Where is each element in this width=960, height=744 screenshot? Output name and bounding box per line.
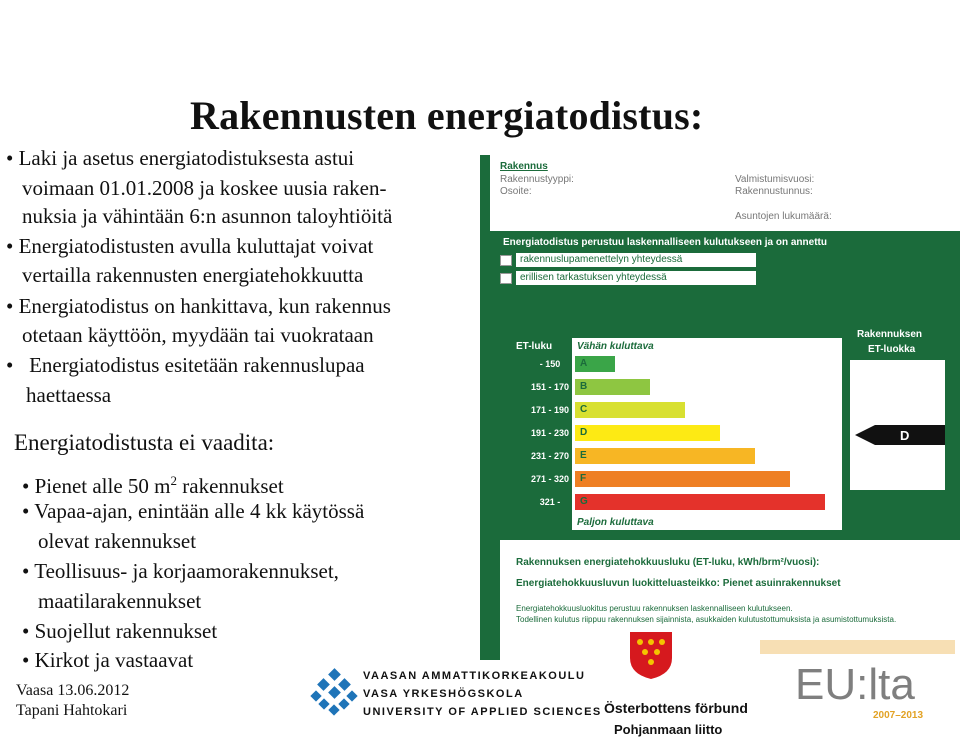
range-b: 151 - 170 <box>522 378 578 396</box>
checkbox-2 <box>500 273 512 284</box>
vamk-name-sv: VASA YRKESHÖGSKOLA <box>363 688 524 700</box>
range-a: - 150 <box>522 355 578 373</box>
cert-asunnot: Asuntojen lukumäärä: <box>735 211 832 222</box>
bullet-4-line-1: • Energiatodistus esitetään rakennuslupaa <box>6 353 365 377</box>
checkbox-1 <box>500 255 512 266</box>
bullet-1-line-2: voimaan 01.01.2008 ja koskee uusia raken- <box>22 176 387 200</box>
class-bar-g: G <box>575 494 825 510</box>
check-1-label: rakennuslupamenettelyn yhteydessä <box>520 254 683 265</box>
range-f: 271 - 320 <box>522 470 578 488</box>
exempt-item-4: • Suojellut rakennukset <box>22 619 218 643</box>
check-2-label: erillisen tarkastuksen yhteydessä <box>520 272 667 283</box>
ostrobothnia-name-fi: Pohjanmaan liitto <box>614 722 723 737</box>
range-e: 231 - 270 <box>522 447 578 465</box>
class-bar-c: C <box>575 402 685 418</box>
cert-rakennus: Rakennus <box>500 161 548 172</box>
range-c: 171 - 190 <box>522 401 578 419</box>
exempt-item-3-line-1: • Teollisuus- ja korjaamorakennukset, <box>22 559 339 583</box>
ostrobothnia-name-sv: Österbottens förbund <box>604 700 748 716</box>
bullet-1-line-3: nuksia ja vähintään 6:n asunnon taloyhtiöitä <box>22 204 393 228</box>
vamk-name-en: UNIVERSITY OF APPLIED SCIENCES <box>363 706 602 718</box>
eu-logo-text: EU:lta <box>795 660 915 709</box>
et-luku-label: ET-luku <box>516 341 553 352</box>
paljon-label: Paljon kuluttava <box>577 517 654 528</box>
cert-tunnus: Rakennustunnus: <box>735 186 813 197</box>
bullet-3-line-1: • Energiatodistus on hankittava, kun rakennus <box>6 294 391 318</box>
note-2: Todellinen kulutus riippuu rakennuksen sijainnista, asukkaiden kulutustottumuksista ja asumistottumuksista. <box>516 615 897 624</box>
footer-date: Vaasa 13.06.2012 <box>16 682 130 699</box>
note-1: Energiatehokkuusluokitus perustuu rakennuksen laskennalliseen kulutukseen. <box>516 604 793 613</box>
exempt-item-2-line-1: • Vapaa-ajan, enintään alle 4 kk käytössä <box>22 499 365 523</box>
class-bar-b: B <box>575 379 650 395</box>
class-bar-e: E <box>575 448 755 464</box>
bullet-4-line-2: haettaessa <box>26 383 112 407</box>
bullet-2-line-2: vertailla rakennusten energiatehokkuutta <box>22 263 364 287</box>
cert-valmistumisvuosi: Valmistumisvuosi: <box>735 174 815 185</box>
footer-author: Tapani Hahtokari <box>16 702 128 719</box>
exempt-item-5: • Kirkot ja vastaavat <box>22 648 194 672</box>
exempt-item-3-line-2: maatilarakennukset <box>38 589 202 613</box>
luku-label: Rakennuksen energiatehokkuusluku (ET-luku, kWh/brm²/vuosi): <box>516 557 820 568</box>
class-bars-panel <box>572 338 842 530</box>
bullet-2-line-1: • Energiatodistusten avulla kuluttajat voivat <box>6 234 374 258</box>
range-g: 321 - <box>522 493 578 511</box>
cert-tyyppi: Rakennustyyppi: <box>500 174 574 185</box>
ostrobothnia-shield-icon <box>628 630 674 680</box>
range-d: 191 - 230 <box>522 424 578 442</box>
exempt-item-1: • Pienet alle 50 $m^2$ rakennukset <box>22 473 284 498</box>
exempt-heading: Energiatodistusta ei vaadita: <box>14 430 275 455</box>
class-bar-d: D <box>575 425 720 441</box>
certificate-header <box>490 155 960 231</box>
eu-logo-stripe <box>760 640 955 654</box>
class-bar-f: F <box>575 471 790 487</box>
vahan-label: Vähän kuluttava <box>577 341 654 352</box>
exempt-item-2-line-2: olevat rakennukset <box>38 529 197 553</box>
result-class: D <box>900 428 910 443</box>
eu-logo-years: 2007–2013 <box>873 710 924 721</box>
class-bar-a: A <box>575 356 615 372</box>
rakennuksen-label: Rakennuksen <box>857 329 923 340</box>
range-column <box>500 355 572 515</box>
bullet-3-line-2: otetaan käyttöön, myydään tai vuokrataan <box>22 323 374 347</box>
et-luokka-label: ET-luokka <box>868 344 916 355</box>
cert-osoite: Osoite: <box>500 186 532 197</box>
cert-banner: Energiatodistus perustuu laskennalliseen kulutukseen ja on annettu <box>503 237 827 248</box>
energy-certificate <box>480 155 960 660</box>
page-title: Rakennusten energiatodistus: <box>190 93 704 138</box>
luokittelu-label: Energiatehokkuusluvun luokitteluasteikko: Pienet asuinrakennukset <box>516 578 841 589</box>
vamk-name-fi: VAASAN AMMATTIKORKEAKOULU <box>363 670 586 682</box>
bullet-1-line-1: • Laki ja asetus energiatodistuksesta astui <box>6 146 355 170</box>
vamk-logo-icon <box>310 668 358 718</box>
